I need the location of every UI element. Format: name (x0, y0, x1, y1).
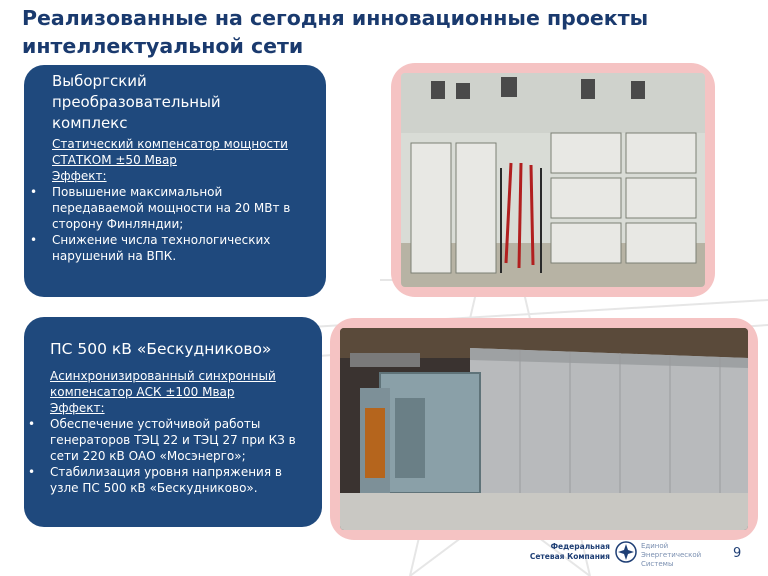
effect-list (52, 184, 316, 264)
fsk-logo-line2: Сетевая Компания (529, 552, 610, 561)
card-heading (52, 71, 316, 134)
project-card-vyborg (24, 65, 326, 297)
card-heading-line1: Выборгский (52, 72, 147, 90)
card-subtitle-line2: компенсатор АСК ±100 Мвар (50, 385, 235, 399)
card-heading-line3: комплекс (52, 114, 128, 132)
ees-logo-text (641, 542, 721, 569)
fsk-logo-text (528, 542, 610, 562)
effect-label: Эффект: (50, 401, 105, 415)
fsk-logo-line1: Федеральная (550, 542, 610, 551)
fsk-emblem-icon (614, 540, 638, 564)
photo-frame-ask (330, 318, 758, 540)
slide-title (22, 4, 662, 60)
card-subtitle-line1: Статический компенсатор мощности (52, 137, 288, 151)
card-heading-line2: преобразовательный (52, 93, 221, 111)
project-card-beskudnikovo (24, 317, 322, 527)
footer (528, 538, 768, 576)
effect-list (50, 416, 312, 496)
card-heading: ПС 500 кВ «Бескудниково» (50, 340, 272, 358)
effect-item: • Повышение максимальной передаваемой мощности на 20 МВт в сторону Финляндии; (52, 184, 316, 232)
effect-item: • Стабилизация уровня напряжения в узле ПС 500 кВ «Бескудниково». (50, 464, 312, 496)
statcom-equipment-photo (401, 73, 705, 287)
slide-title-line2: интеллектуальной сети (22, 34, 304, 58)
card-subtitle-line1: Асинхронизированный синхронный (50, 369, 276, 383)
page-number: 9 (733, 546, 742, 561)
effect-item: • Обеспечение устойчивой работы генераторов ТЭЦ 22 и ТЭЦ 27 при КЗ в сети 220 кВ ОАО «Мосэнерго»; (50, 416, 312, 464)
ask-compensator-photo (340, 328, 748, 530)
photo-frame-statcom (391, 63, 715, 297)
slide-title-line1: Реализованные на сегодня инновационные проекты (22, 6, 649, 30)
ees-logo-line2: Энергетической Системы (641, 551, 702, 568)
ees-logo-line1: Единой (641, 542, 669, 550)
card-subtitle-line2: СТАТКОМ ±50 Мвар (52, 153, 177, 167)
effect-label: Эффект: (52, 169, 107, 183)
effect-item: • Снижение числа технологических нарушений на ВПК. (52, 232, 316, 264)
